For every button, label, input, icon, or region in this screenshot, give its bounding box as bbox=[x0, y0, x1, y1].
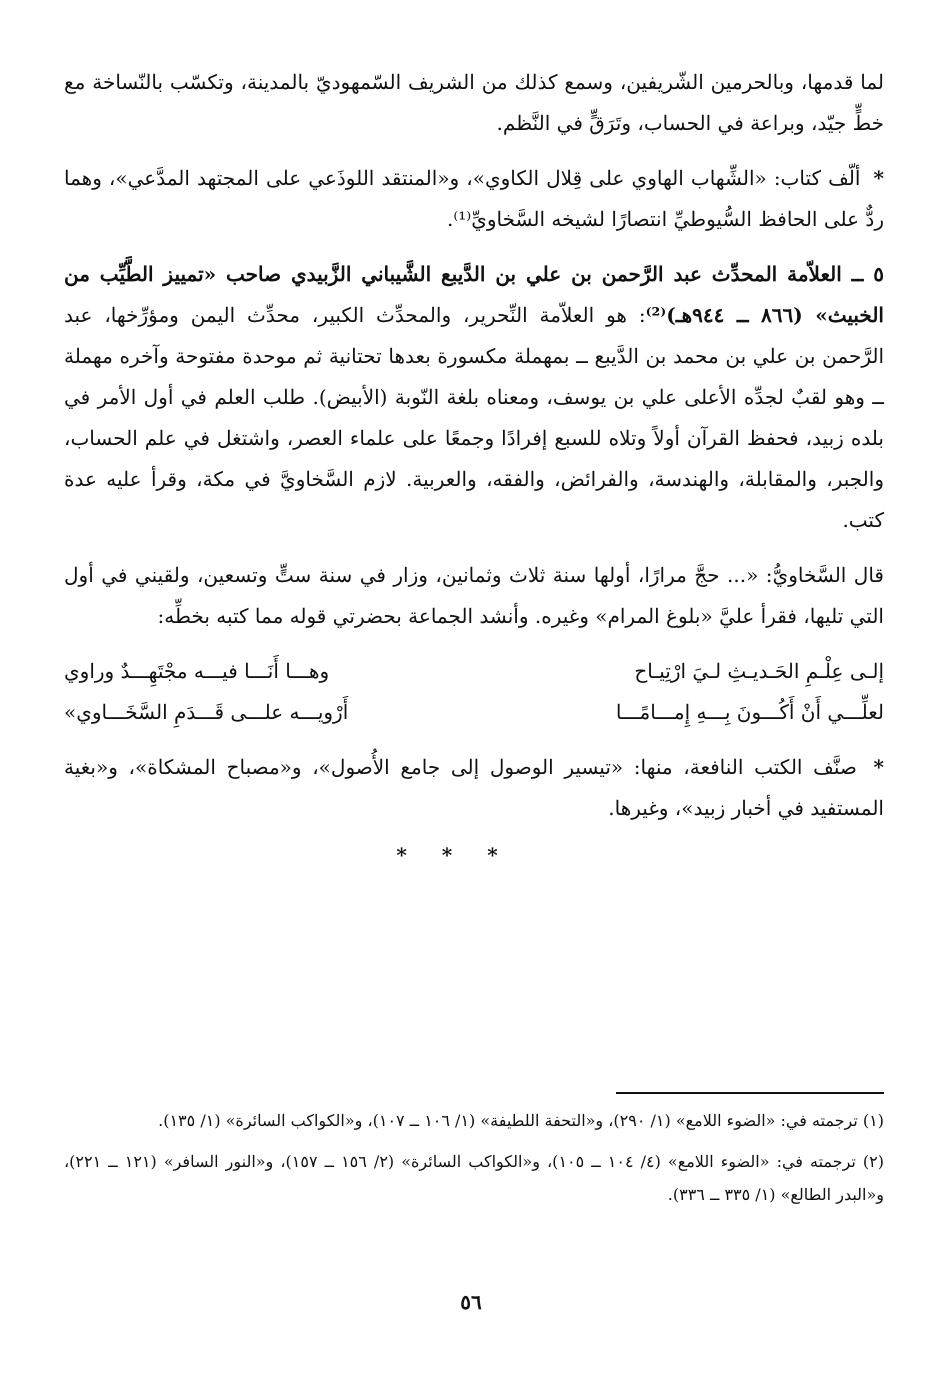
bullet-star: * bbox=[873, 755, 884, 779]
page-number: ٥٦ bbox=[460, 1290, 482, 1314]
biography-heading: ٥ ــ العلاّمة المحدِّث عبد الرَّحمن بن علي بن الدَّيبع الشَّيباني الزَّبيدي صاحب «تمييز الطَّيِّب من الخبيث» (٨٦٦ ــ ٩٤٤هـ)⁽²⁾ bbox=[64, 262, 884, 327]
footnote-1: (١) ترجمته في: «الضوء اللامع» (١/ ٢٩٠)، و«التحفة اللطيفة» (١/ ١٠٦ ــ ١٠٧)، و«الكواكب السائرة» (١/ ١٣٥). bbox=[158, 1111, 884, 1130]
biography-text: : هو العلاّمة النِّحرير، والمحدِّث الكبير، محدِّث اليمن ومؤرِّخها، عبد الرَّحمن بن علي بن محمد بن الدَّيبع ــ بمهملة مكسورة بعدها تحتانية ثم موحدة مفتوحة وآخره مهملة ــ وهو لقبٌ لجدِّه الأعلى علي بن يوسف، ومعناه بلغة النّوبة (الأبيض). طلب العلم في أول الأمر في بلده زبيد، فحفظ القرآن أولاً وتلاه للسبع إفرادًا وجمعًا على علماء العصر، واشتغل في علم الحساب، والجبر، والمقابلة، والهندسة، والفرائض، والفقه، والعربية. لازم السَّخاويَّ في مكة، وقرأ عليه عدة كتب. bbox=[64, 303, 884, 532]
poem-verse-2 bbox=[64, 692, 884, 733]
poem bbox=[64, 651, 884, 733]
paragraph-2 bbox=[64, 158, 884, 240]
paragraph-1: لما قدمها، وبالحرمين الشّريفين، وسمع كذلك من الشريف السّمهوديّ بالمدينة، وتكسّب بالنّساخة مع خطٍّ جيّد، وبراعة في الحساب، وتَرَقٍّ في النَّظم. bbox=[64, 70, 884, 135]
paragraph-2-text: ألّف كتاب: «الشِّهاب الهاوي على قِلال الكاوي»، و«المنتقد اللوذَعي على المجتهد المدَّعي»، وهما ردٌّ على الحافظ السُّيوطيِّ انتصارًا لشيخه السَّخاويِّ⁽¹⁾. bbox=[64, 166, 884, 231]
biography-paragraph bbox=[64, 254, 884, 541]
footnote-divider bbox=[616, 1092, 884, 1094]
paragraph-5-text: صنَّف الكتب النافعة، منها: «تيسير الوصول إلى جامع الأُصول»، و«مصباح المشكاة»، و«بغية المستفيد في أخبار زبيد»، وغيرها. bbox=[64, 755, 884, 820]
poem-verse-1 bbox=[64, 651, 884, 692]
footnote-2: (٢) ترجمته في: «الضوء اللامع» (٤/ ١٠٤ ــ ١٠٥)، و«الكواكب السائرة» (٢/ ١٥٦ ــ ١٥٧)، و«النور السافر» (١٢١ ــ ٢٢١)، و«البدر الطالع» (١/ ٣٣٥ ــ ٣٣٦). bbox=[64, 1152, 885, 1204]
footnotes bbox=[64, 1104, 884, 1219]
verse-1-second-hemistich: وهـــا أَنَـــا فيـــه مجْتَهِـــدٌ وراوي bbox=[64, 659, 330, 683]
quote-paragraph: قال السَّخاويُّ: «... حجَّ مرارًا، أولها سنة ثلاث وثمانين، وزار في سنة ستٍّ وتسعين، ولقيني في أول التي تليها، فقرأ عليَّ «بلوغ المرام» وغيره. وأنشد الجماعة بحضرتي قوله مما كتبه بخطِّه: bbox=[64, 563, 884, 628]
verse-1-first-hemistich: إلـى عِلْـمِ الحَـديـثِ لـيَ ارْتِيـاح bbox=[634, 659, 884, 683]
paragraph-5 bbox=[64, 747, 884, 829]
section-separator: * * * bbox=[396, 843, 512, 867]
page-body bbox=[64, 62, 884, 867]
bullet-star: * bbox=[873, 166, 885, 190]
verse-2-first-hemistich: لعلِّـــي أَنْ أَكُـــونَ بِـــهِ إِمـــامًـــا bbox=[615, 700, 884, 724]
verse-2-second-hemistich: أَرْويـــه علـــى قَـــدَمِ السَّخَـــاوي» bbox=[64, 700, 349, 724]
